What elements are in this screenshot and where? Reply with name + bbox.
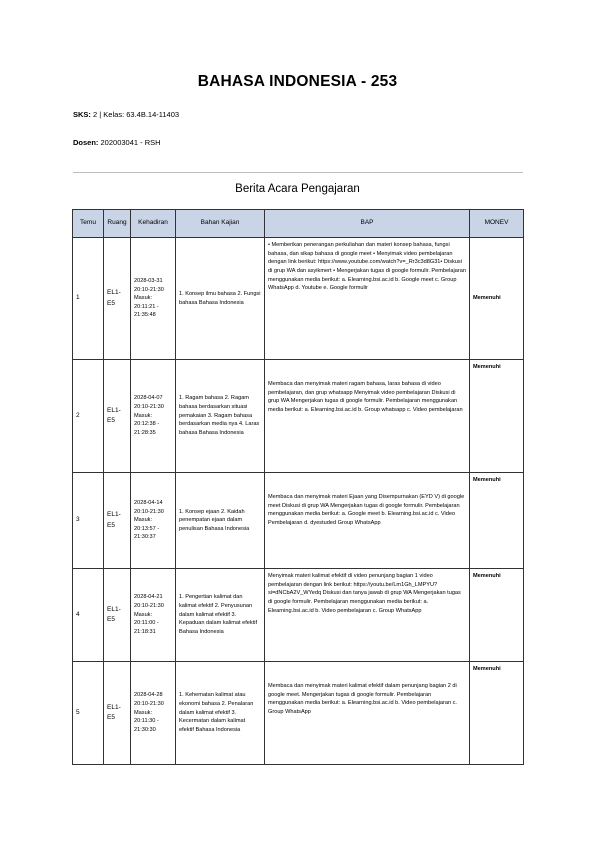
cell-monev: Memenuhi <box>470 360 524 473</box>
dosen-info <box>73 138 161 147</box>
cell-ruang: EL1-E5 <box>104 569 131 662</box>
cell-kehadiran: 2028-03-31 20:10-21:30 Masuk: 20:11:21 - 21:35:48 <box>131 238 176 360</box>
cell-bap: Menyimak materi kalimat efektif di video penunjang bagian 1 video pembelajaran dengan link berikut: https://youtu.be/Lm1Gh_LMPYU?si=dNCbA2V_WYedq Diskusi dan tanya jawab di grup WA Mengerjakan tugas di google formulir. Pembelajaran menggunakan media berikut: a. Elearning.bsi.ac.id b. Video pembelajaran c. Group WhatsApp <box>265 569 470 662</box>
page-title: BAHASA INDONESIA - 253 <box>197 73 398 90</box>
cell-bap: • Memberikan penerangan perkuliahan dan materi konsep bahasa, fungsi bahasa, dan sikap bahasa di google meet • Menyimak video pembelajaran dengan link berikut: https://www.youtube.com/watch?v=_Rr3c3d8G31• Diskusi di grup WA dan asyikmert • Mengerjakan tugas di google formulir. Pembelajaran menggunakan media berikut: a. Elearning.bsi.ac.id b. Google meet c. Group WhatsApp d. Youtube e. Google formulir <box>265 238 470 360</box>
cell-kehadiran: 2028-04-14 20:10-21:30 Masuk: 20:13:57 - 21:30:37 <box>131 473 176 569</box>
header-ruang: Ruang <box>104 210 131 238</box>
cell-bahan-kajian: 1. Kehematan kalimat atau ekonomi bahasa 2. Penalaran dalam kalimat efektif 3. Kecermatan dalam kalimat efektif Bahasa Indonesia <box>176 662 265 765</box>
cell-ruang: EL1-E5 <box>104 360 131 473</box>
cell-ruang: EL1-E5 <box>104 662 131 765</box>
cell-temu: 2 <box>73 360 104 473</box>
cell-bahan-kajian: 1. Konsep ejaan 2. Kaidah penempatan ejaan dalam penulisan Bahasa Indonesia <box>176 473 265 569</box>
cell-bahan-kajian: 1. Konsep ilmu bahasa 2. Fungsi bahasa Bahasa Indonesia <box>176 238 265 360</box>
table-row <box>73 473 524 569</box>
divider <box>73 172 523 173</box>
sks-label: SKS: <box>73 110 91 119</box>
cell-ruang: EL1-E5 <box>104 473 131 569</box>
table-header-row <box>73 210 524 238</box>
bap-table <box>72 209 524 765</box>
dosen-value: 202003041 - RSH <box>100 138 161 147</box>
cell-bap: Membaca dan menyimak materi Ejaan yang Disempurnakan (EYD V) di google meet Diskusi di grup WA Mengerjakan tugas di google formulir. Pembelajaran menggunakan media berikut: a. Google meet b. Elearning.bsi.ac.id c. Video Pembelajaran d. dyestuded Group WhatsApp <box>265 473 470 569</box>
cell-temu: 1 <box>73 238 104 360</box>
cell-bahan-kajian: 1. Ragam bahasa 2. Ragam bahasa berdasarkan situasi pemakaian 3. Ragam bahasa berdasarkan media nya 4. Laras bahasa Bahasa Indonesia <box>176 360 265 473</box>
cell-temu: 5 <box>73 662 104 765</box>
header-kehadiran: Kehadiran <box>131 210 176 238</box>
section-title: Berita Acara Pengajaran <box>235 183 360 195</box>
sks-info <box>73 110 179 119</box>
cell-temu: 4 <box>73 569 104 662</box>
cell-ruang: EL1-E5 <box>104 238 131 360</box>
header-monev: MONEV <box>470 210 524 238</box>
cell-bap: Membaca dan menyimak materi ragam bahasa, laras bahasa di video pembelajaran, dan grup whatsapp Menyimak video pembelajaran Diskusi di grup WA Mengerjakan tugas di google formulir. Pembelajaran menggunakan media berikut: a. Elearning.bsi.ac.id b. Group whatsapp c. Video pembelajaran <box>265 360 470 473</box>
cell-bap: Membaca dan menyimak materi kalimat efektif dalam penunjang bagian 2 di google meet. Mengerjakan tugas di google formulir. Pembelajaran menggunakan media berikut: a. Elearning.bsi.ac.id b. Video pembelajaran c. Group WhatsApp <box>265 662 470 765</box>
cell-monev: Memenuhi <box>470 473 524 569</box>
cell-monev: Memenuhi <box>470 569 524 662</box>
dosen-label: Dosen: <box>73 138 99 147</box>
cell-kehadiran: 2028-04-07 20:10-21:30 Masuk: 20:12:38 - 21:28:35 <box>131 360 176 473</box>
header-bahan-kajian: Bahan Kajian <box>176 210 265 238</box>
header-temu: Temu <box>73 210 104 238</box>
table-row <box>73 238 524 360</box>
cell-monev: Memenuhi <box>470 238 524 360</box>
table-row <box>73 360 524 473</box>
sks-value: 2 | Kelas: 63.4B.14-11403 <box>93 110 180 119</box>
table-row <box>73 662 524 765</box>
cell-kehadiran: 2028-04-21 20:10-21:30 Masuk: 20:11:00 - 21:18:31 <box>131 569 176 662</box>
cell-temu: 3 <box>73 473 104 569</box>
table-row <box>73 569 524 662</box>
cell-monev: Memenuhi <box>470 662 524 765</box>
cell-bahan-kajian: 1. Pengertian kalimat dan kalimat efektif 2. Penyusunan dalam kalimat efektif 3. Kepaduan dalam kalimat efektif Bahasa Indonesia <box>176 569 265 662</box>
cell-kehadiran: 2028-04-28 20:10-21:30 Masuk: 20:11:30 - 21:30:30 <box>131 662 176 765</box>
header-bap: BAP <box>265 210 470 238</box>
